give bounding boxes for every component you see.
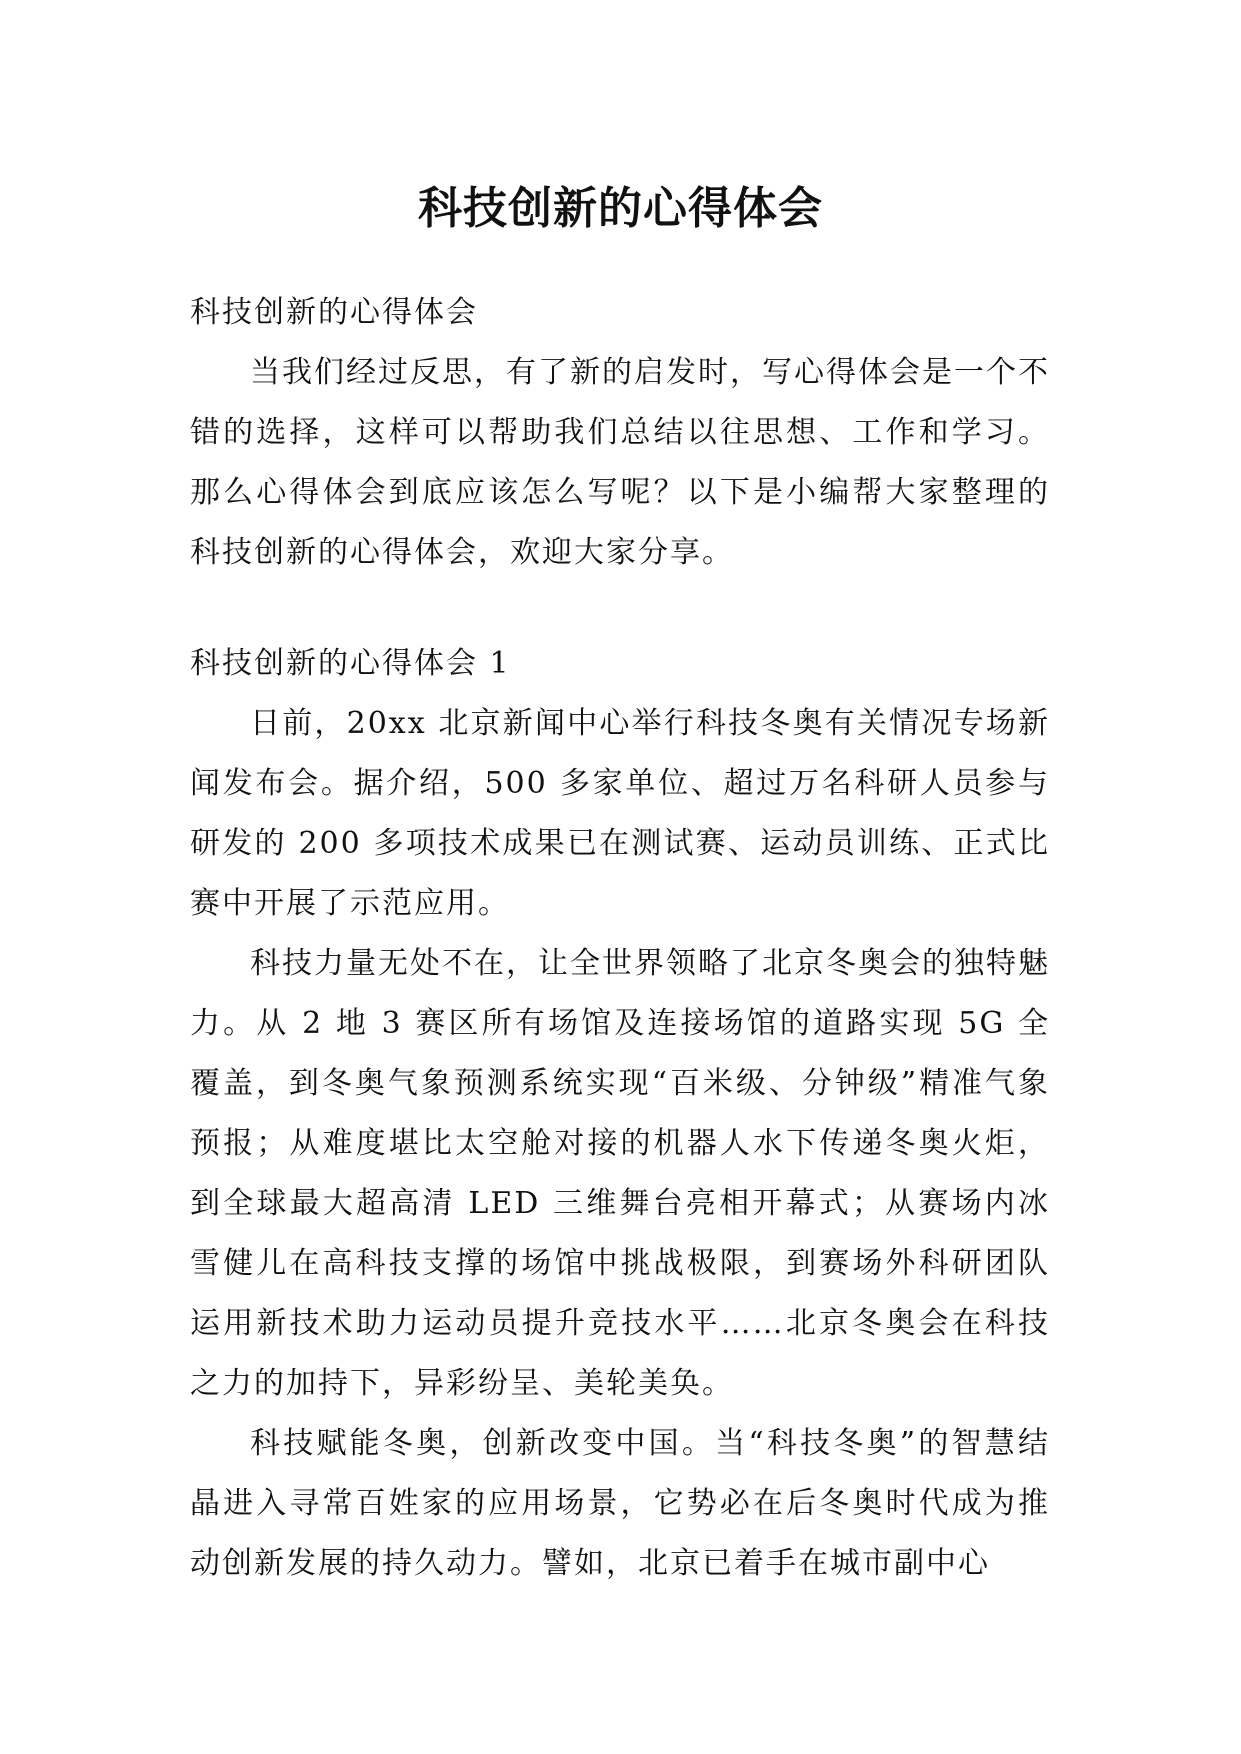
intro-heading: 科技创新的心得体会 xyxy=(190,295,478,330)
section-1-paragraph-3: 科技赋能冬奥，创新改变中国。当“科技冬奥”的智慧结晶进入寻常百姓家的应用场景，它势必在后冬奥时代成为推动创新发展的持久动力。譬如，北京已着手在城市副中心 xyxy=(190,1426,1050,1581)
section-1-paragraph-2: 科技力量无处不在，让全世界领略了北京冬奥会的独特魅力。从 2 地 3 赛区所有场馆及连接场馆的道路实现 5G 全覆盖，到冬奥气象预测系统实现“百米级、分钟级”精准气象预报；从难度堪比太空舱对接的机器人水下传递冬奥火炬，到全球最大超高清 LED 三维舞台亮相开幕式；从赛场内冰雪健儿在高科技支撑的场馆中挑战极限，到赛场外科研团队运用新技术助力运动员提升竞技水平……北京冬奥会在科技之力的加持下，异彩纷呈、美轮美奂。 xyxy=(190,946,1050,1401)
document-title: 科技创新的心得体会 xyxy=(418,183,823,235)
intro-paragraph: 当我们经过反思，有了新的启发时，写心得体会是一个不错的选择，这样可以帮助我们总结以往思想、工作和学习。那么心得体会到底应该怎么写呢？以下是小编帮大家整理的科技创新的心得体会，欢迎大家分享。 xyxy=(190,355,1050,570)
section-1-paragraph-1: 日前，20xx 北京新闻中心举行科技冬奥有关情况专场新闻发布会。据介绍，500 多家单位、超过万名科研人员参与研发的 200 多项技术成果已在测试赛、运动员训练、正式比赛中开展了示范应用。 xyxy=(190,706,1050,921)
document-body xyxy=(190,283,1050,1594)
section-1-heading: 科技创新的心得体会 1 xyxy=(190,646,511,681)
